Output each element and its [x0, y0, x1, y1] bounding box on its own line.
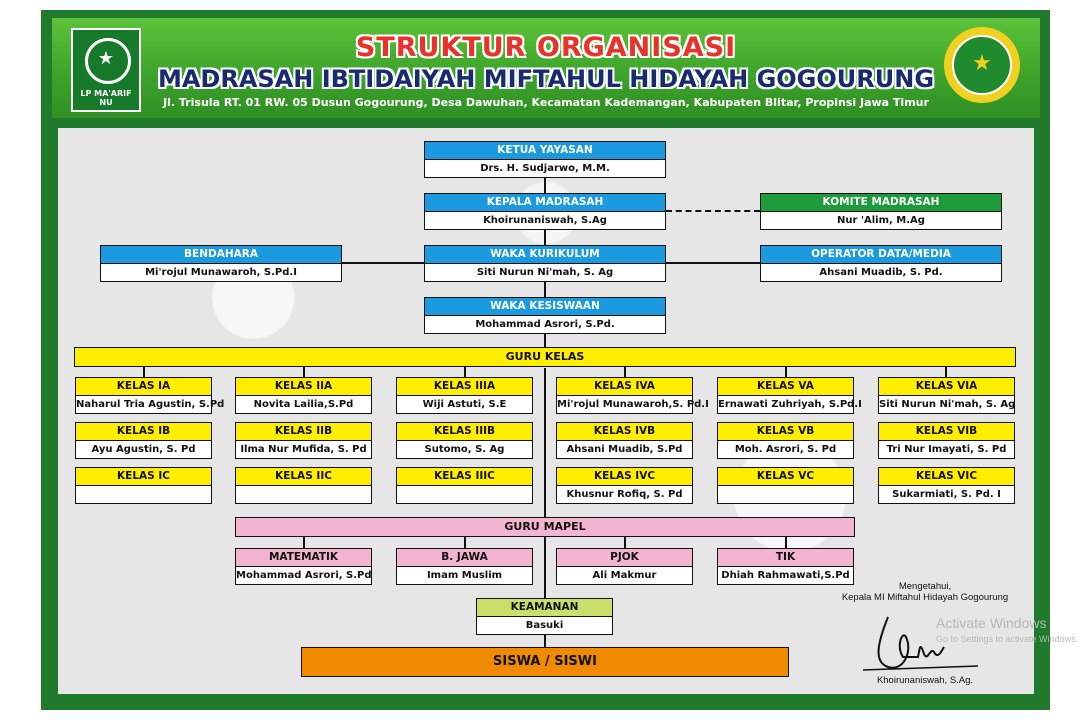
waka-kurikulum-box	[424, 245, 666, 282]
teacher-name: Mohammad Asrori, S.Pd	[236, 569, 372, 581]
page-title: STRUKTUR ORGANISASI	[355, 32, 737, 63]
teacher-name	[76, 486, 211, 504]
kemenag-logo	[944, 27, 1020, 103]
komite-madrasah-box	[760, 193, 1002, 230]
ketua-yayasan-box	[424, 141, 666, 178]
teacher-name	[397, 486, 532, 504]
class-box	[235, 467, 372, 504]
signature-line1: Mengetahui,	[898, 581, 952, 592]
class-label: KELAS IB	[76, 423, 211, 441]
class-label: KELAS VIA	[879, 378, 1014, 396]
activate-windows-hint: Go to Settings to activate Windows.	[936, 634, 1079, 644]
teacher-name	[236, 486, 371, 504]
position-title: OPERATOR DATA/MEDIA	[761, 246, 1001, 264]
connector-line	[544, 368, 546, 518]
teacher-name: Mi'rojul Munawaroh,S. Pd.I	[557, 398, 709, 410]
guru-kelas-bar: GURU KELAS	[74, 347, 1016, 367]
class-label: KELAS IIIC	[397, 468, 532, 486]
logo-left-label: LP MA'ARIF NU	[80, 89, 132, 107]
class-box	[235, 422, 372, 459]
person-name: Drs. H. Sudjarwo, M.M.	[480, 162, 610, 174]
class-box	[717, 467, 854, 504]
class-box	[75, 422, 212, 459]
subject-box	[235, 548, 372, 585]
activate-windows-watermark: Activate Windows	[936, 615, 1047, 631]
class-label: KELAS VC	[718, 468, 853, 486]
person-name: Ahsani Muadib, S. Pd.	[819, 266, 943, 278]
person-name: Nur 'Alim, M.Ag	[837, 214, 925, 226]
position-title: KETUA YAYASAN	[425, 142, 665, 160]
header-banner	[52, 18, 1040, 118]
star-icon: ★	[972, 51, 992, 76]
signature-block	[830, 581, 1020, 603]
class-box	[556, 377, 709, 414]
signature-line2: Kepala MI Miftahul Hidayah Gogourung	[841, 592, 1009, 603]
teacher-name: Khusnur Rofiq, S. Pd	[566, 488, 683, 500]
teacher-name: Moh. Asrori, S. Pd	[734, 443, 837, 455]
subject-label: MATEMATIK	[236, 549, 371, 567]
nu-logo	[71, 28, 141, 112]
teacher-name: Dhiah Rahmawati,S.Pd	[721, 569, 850, 581]
person-name: Khoirunaniswah, S.Ag	[483, 214, 607, 226]
teacher-name	[718, 486, 853, 504]
siswa-bar: SISWA / SISWI	[301, 647, 789, 677]
teacher-name: Naharul Tria Agustin, S.Pd	[76, 398, 225, 410]
class-label: KELAS VA	[718, 378, 853, 396]
person-name: Siti Nurun Ni'mah, S. Ag	[476, 266, 614, 278]
position-title: WAKA KURIKULUM	[425, 246, 665, 264]
kepala-madrasah-box	[424, 193, 666, 230]
class-box	[75, 467, 212, 504]
class-label: KELAS IC	[76, 468, 211, 486]
subject-box	[396, 548, 533, 585]
class-box	[396, 467, 533, 504]
class-box	[235, 377, 372, 414]
star-icon: ★	[97, 48, 115, 69]
teacher-name: Tri Nur Imayati, S. Pd	[886, 443, 1007, 455]
class-label: KELAS IVA	[557, 378, 692, 396]
bendahara-box	[100, 245, 342, 282]
teacher-name: Ernawati Zuhriyah, S.Pd.I	[718, 398, 862, 410]
class-label: KELAS IIC	[236, 468, 371, 486]
teacher-name: Siti Nurun Ni'mah, S. Ag	[879, 398, 1016, 410]
teacher-name: Sukarmiati, S. Pd. I	[892, 488, 1001, 500]
subject-label: TIK	[718, 549, 853, 567]
subject-box	[556, 548, 693, 585]
class-box	[396, 377, 533, 414]
school-name: MADRASAH IBTIDAIYAH MIFTAHUL HIDAYAH GOGOURUNG	[157, 65, 935, 93]
class-label: KELAS IA	[76, 378, 211, 396]
position-title: KEPALA MADRASAH	[425, 194, 665, 212]
subject-label: B. JAWA	[397, 549, 532, 567]
class-label: KELAS IIB	[236, 423, 371, 441]
class-box	[717, 377, 862, 414]
class-box	[878, 422, 1015, 459]
subject-label: PJOK	[557, 549, 692, 567]
teacher-name: Sutomo, S. Ag	[424, 443, 505, 455]
class-box	[878, 467, 1015, 504]
waka-kesiswaan-box	[424, 297, 666, 334]
class-box	[878, 377, 1015, 414]
person-name: Mohammad Asrori, S.Pd.	[475, 318, 615, 330]
subject-box	[717, 548, 854, 585]
class-label: KELAS IIA	[236, 378, 371, 396]
school-address: Jl. Trisula RT. 01 RW. 05 Dusun Gogourung, Desa Dawuhan, Kecamatan Kademangan, Kabupaten Blitar, Propinsi Jawa Timur	[163, 96, 929, 109]
class-box	[556, 422, 693, 459]
position-title: WAKA KESISWAAN	[425, 298, 665, 316]
teacher-name: Ilma Nur Mufida, S. Pd	[240, 443, 367, 455]
teacher-name: Imam Muslim	[426, 569, 503, 581]
position-title: BENDAHARA	[101, 246, 341, 264]
teacher-name: Novita Lailia,S.Pd	[253, 398, 354, 410]
teacher-name: Ayu Agustin, S. Pd	[91, 443, 196, 455]
person-name: Mi'rojul Munawaroh, S.Pd.I	[145, 266, 297, 278]
teacher-name: Wiji Astuti, S.E	[422, 398, 507, 410]
class-label: KELAS VIC	[879, 468, 1014, 486]
class-box	[556, 467, 693, 504]
position-title: KEAMANAN	[477, 599, 612, 617]
class-label: KELAS VIB	[879, 423, 1014, 441]
guru-mapel-bar: GURU MAPEL	[235, 517, 855, 537]
operator-box	[760, 245, 1002, 282]
signature-name: Khoirunaniswah, S.Ag.	[876, 675, 974, 686]
class-label: KELAS IVB	[557, 423, 692, 441]
class-label: KELAS IIIA	[397, 378, 532, 396]
connector-dashed	[666, 210, 760, 212]
class-label: KELAS IIIB	[397, 423, 532, 441]
teacher-name: Ahsani Muadib, S.Pd	[566, 443, 683, 455]
position-title: KOMITE MADRASAH	[761, 194, 1001, 212]
class-label: KELAS VB	[718, 423, 853, 441]
class-label: KELAS IVC	[557, 468, 692, 486]
class-box	[717, 422, 854, 459]
keamanan-box	[476, 598, 613, 635]
person-name: Basuki	[525, 619, 564, 631]
class-box	[396, 422, 533, 459]
teacher-name: Ali Makmur	[592, 569, 657, 581]
class-box	[75, 377, 225, 414]
